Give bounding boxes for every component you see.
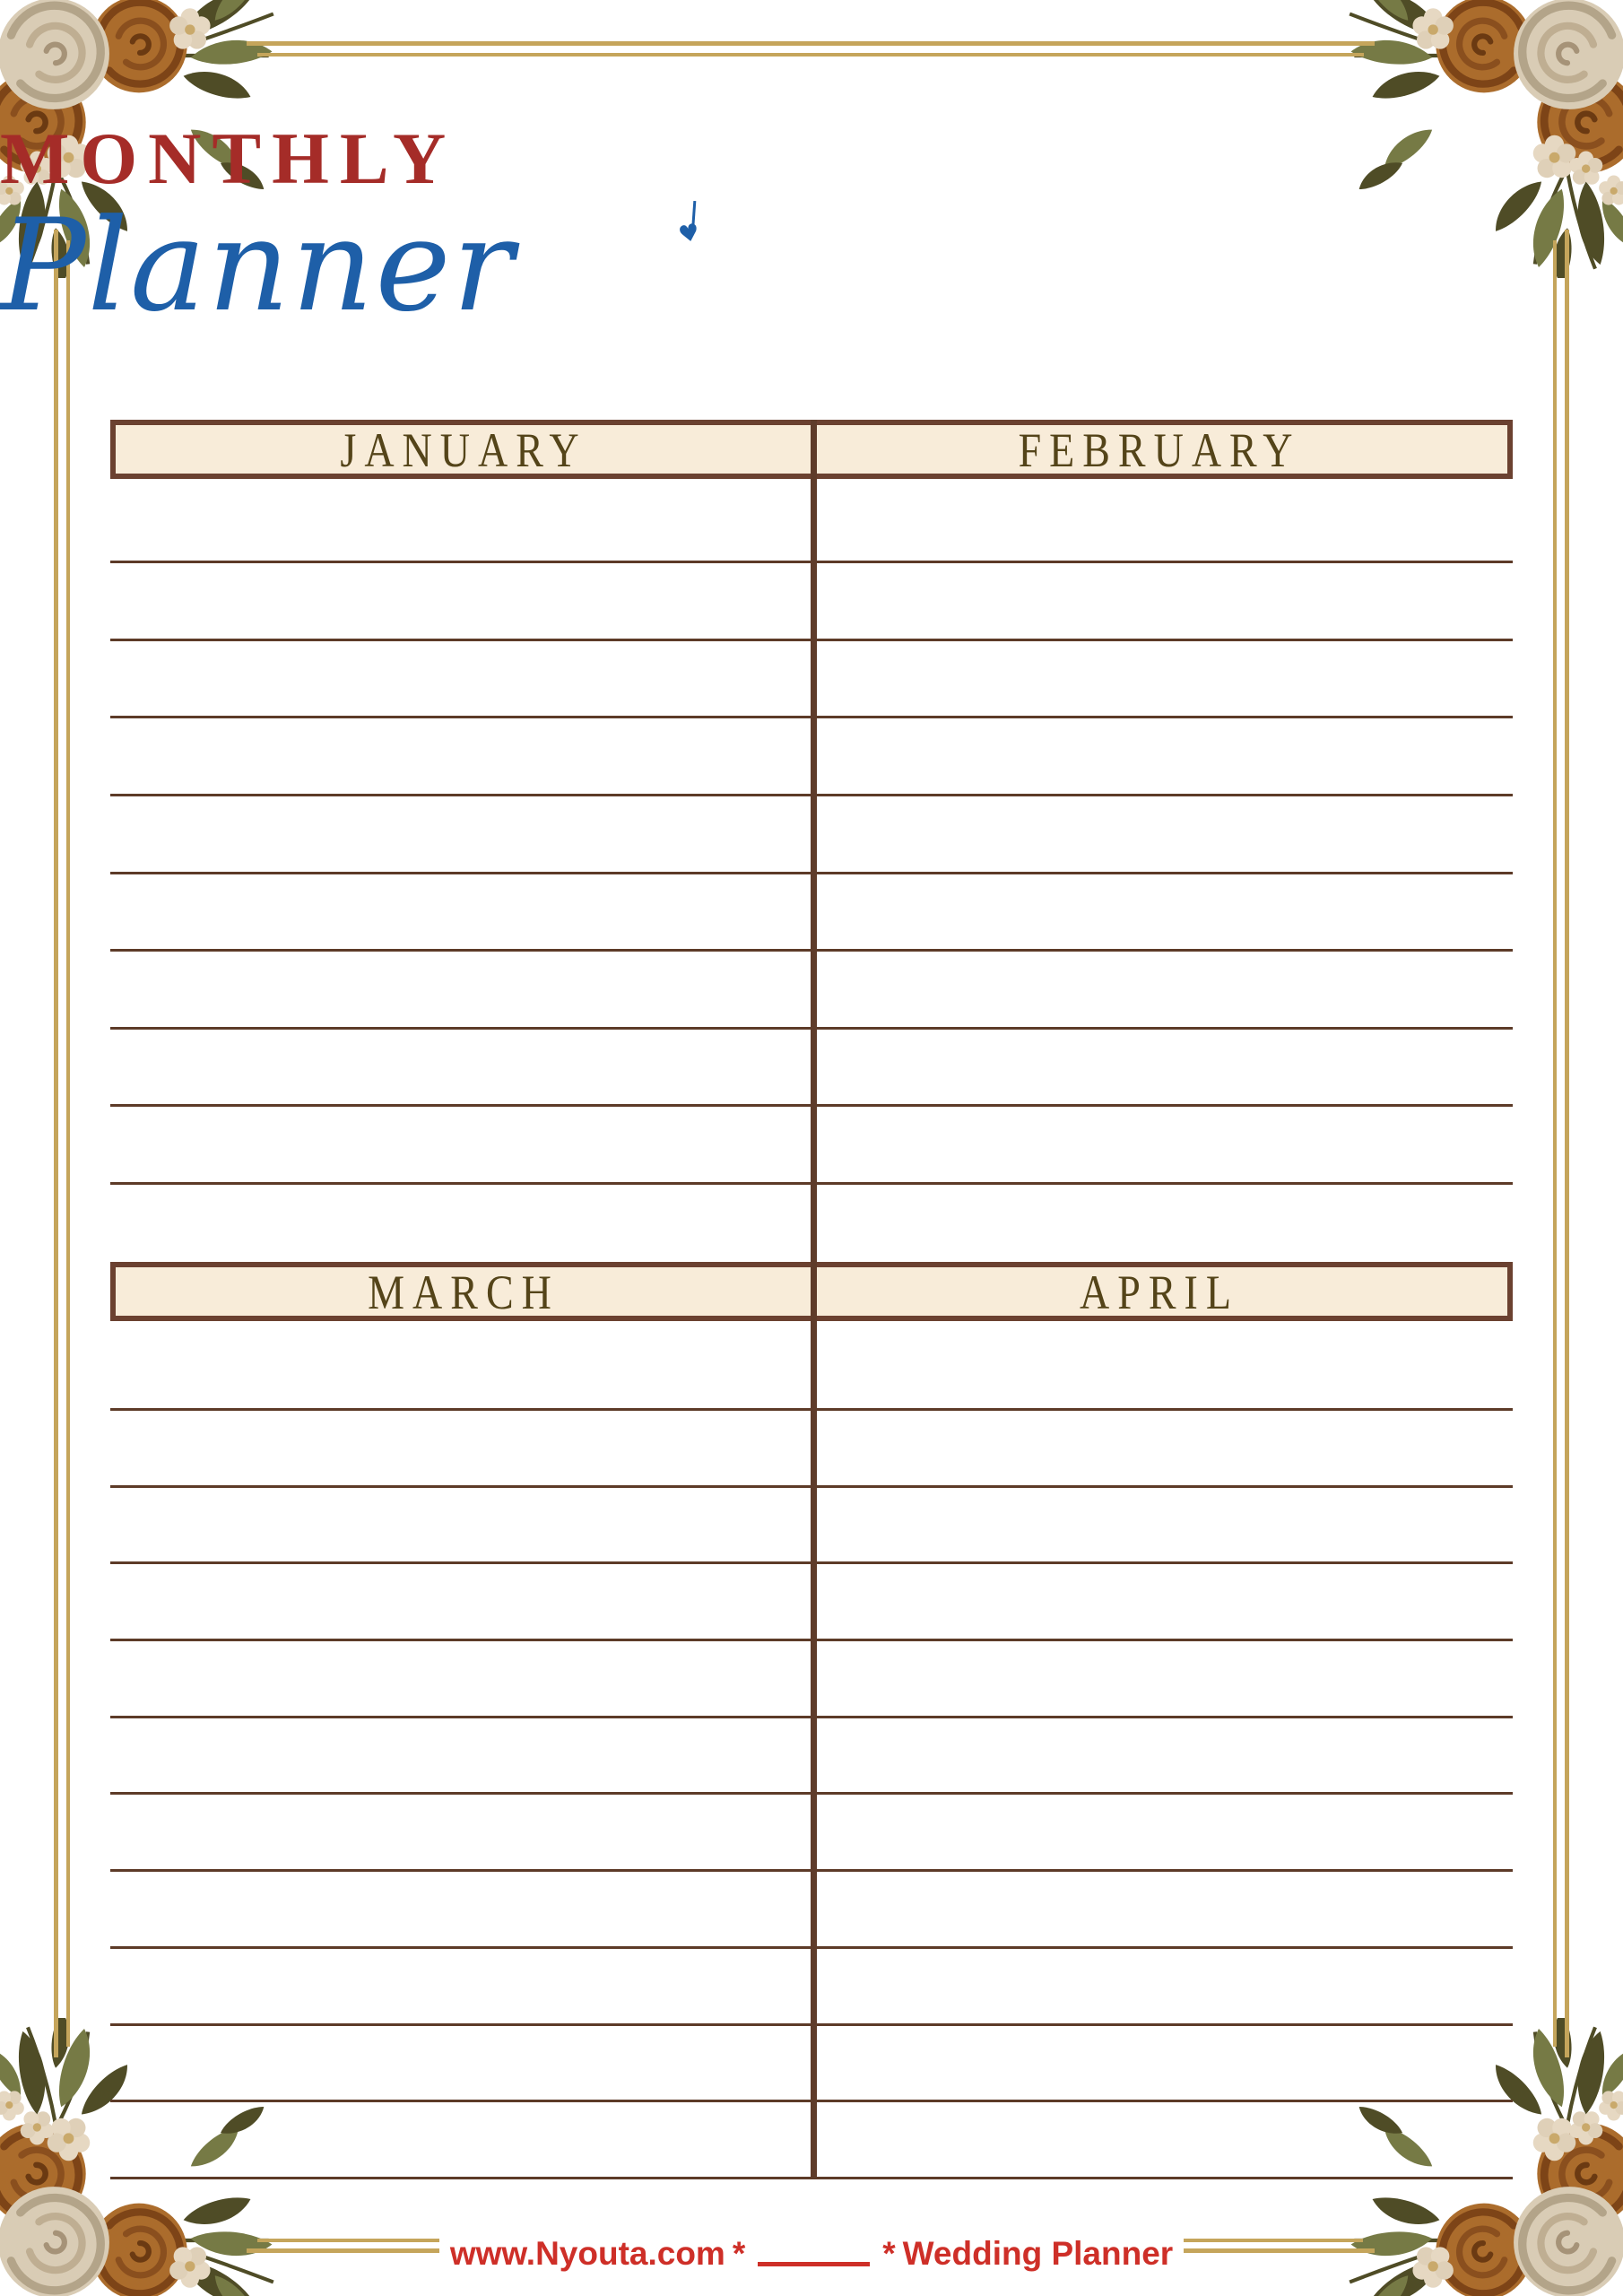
- footer: [386, 2235, 1237, 2273]
- footer-star-right: *: [882, 2235, 896, 2272]
- month-header-march: MARCH: [368, 1264, 560, 1319]
- footer-blank-line: [758, 2235, 870, 2266]
- month-header-february: FEBRUARY: [1018, 422, 1301, 477]
- frame-line-right-inner: [1553, 240, 1557, 2047]
- frame-line-left-outer: [54, 230, 58, 2057]
- page-subtitle-script: Planner: [0, 192, 516, 340]
- frame-line-right-outer: [1565, 230, 1569, 2057]
- footer-star-left: *: [732, 2235, 746, 2272]
- footer-website: www.Nyouta.com: [449, 2235, 725, 2272]
- frame-line-top-inner: [257, 53, 1364, 57]
- month-header-january: JANUARY: [340, 422, 587, 477]
- frame-line-left-inner: [66, 240, 70, 2047]
- column-divider: [811, 420, 817, 2178]
- frame-line-top-outer: [247, 41, 1375, 46]
- heart-icon: ♥: [676, 218, 703, 250]
- month-header-april: APRIL: [1080, 1264, 1239, 1319]
- page-title: MONTHLY: [0, 117, 457, 199]
- footer-label: Wedding Planner: [902, 2235, 1174, 2272]
